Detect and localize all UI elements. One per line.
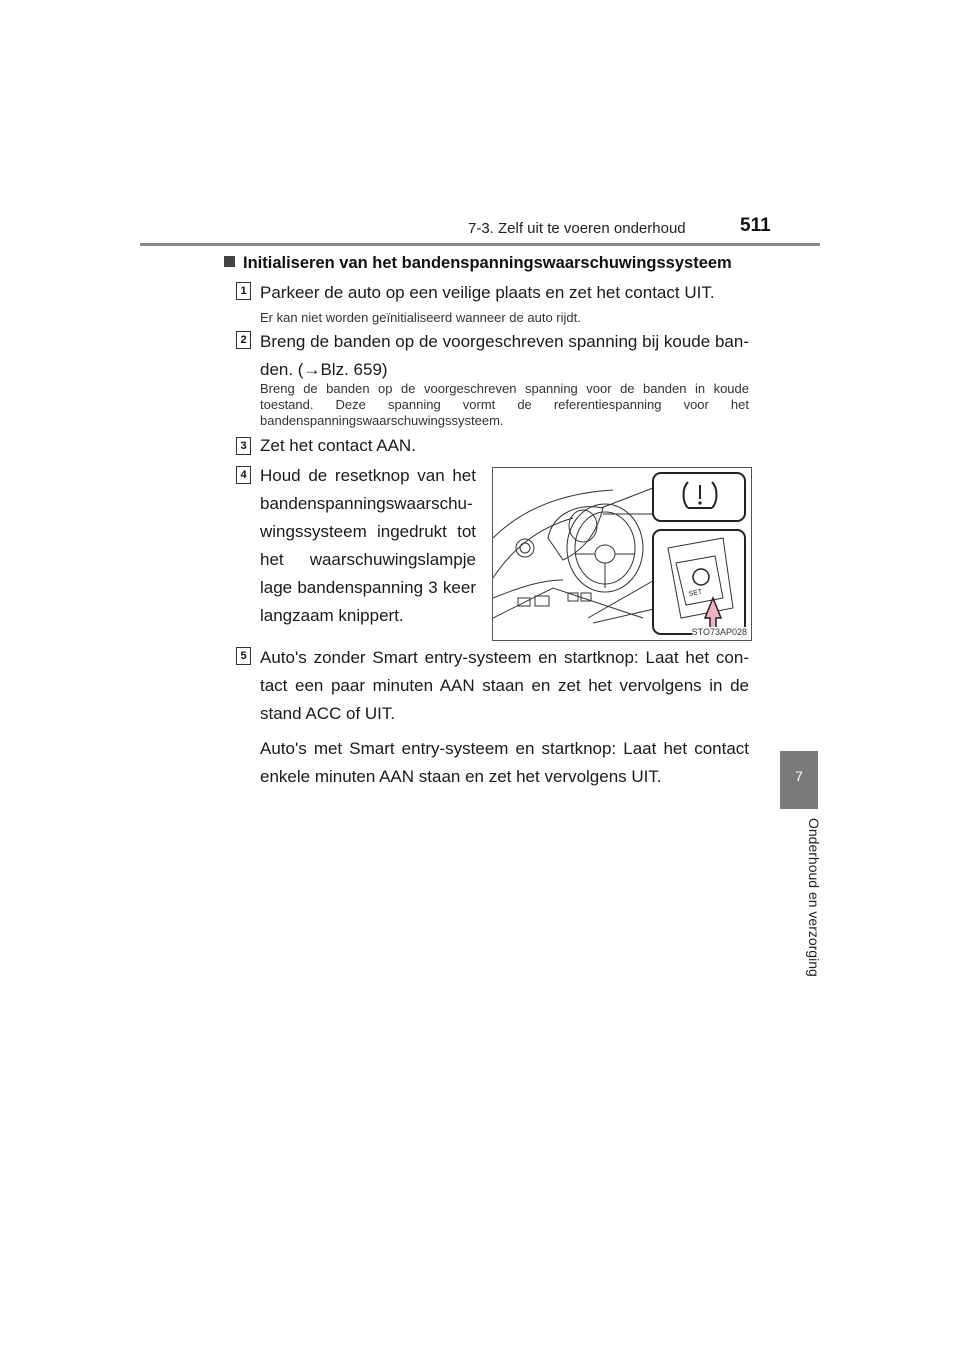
page-number: 511	[740, 215, 771, 236]
step-number: 2	[236, 331, 251, 349]
step-text-alt: Auto's met Smart entry-systeem en startknop: Laat het contact enkele minuten AAN staan en zet het vervolgens UIT.	[260, 739, 749, 786]
step-number: 3	[236, 437, 251, 455]
step-number: 5	[236, 647, 251, 665]
set-button-label: SET	[688, 588, 703, 598]
step-number: 1	[236, 282, 251, 300]
section-title: 7-3. Zelf uit te voeren onderhoud	[468, 220, 686, 237]
step-text: Auto's zonder Smart entry-systeem en startknop: Laat het con-tact een paar minuten AAN staan en zet het vervolgens in de stand ACC of UIT.	[260, 648, 749, 723]
step-text: Houd de resetknop van het bandenspanningswaarschu-wingssysteem ingedrukt tot het waarschuwingslampje lage bandenspanning 3 keer langzaam knippert.	[260, 466, 476, 625]
dashboard-drawing	[493, 468, 751, 640]
step-text: Breng de banden op de voorgeschreven spanning bij koude ban-den. (→Blz. 659)	[260, 332, 749, 379]
step-note: Breng de banden op de voorgeschreven spanning voor de banden in koude toestand. Deze spanning vormt de referentiespanning voor het bandenspanningswaarschuwingssysteem.	[260, 381, 749, 428]
step-text: Parkeer de auto op een veilige plaats en zet het contact UIT.	[260, 283, 715, 302]
step-text: Zet het contact AAN.	[260, 436, 416, 455]
step-note: Er kan niet worden geïnitialiseerd wanneer de auto rijdt.	[260, 310, 581, 325]
figure-code: STO73AP028	[691, 627, 747, 637]
section-heading-text: Initialiseren van het bandenspanningswaarschuwingssysteem	[243, 254, 732, 272]
chapter-number: 7	[795, 768, 803, 784]
dashboard-illustration	[492, 467, 752, 641]
section-heading	[224, 254, 732, 273]
header-divider	[140, 243, 820, 246]
chapter-title: Onderhoud en verzorging	[806, 818, 822, 977]
step-number: 4	[236, 466, 251, 484]
square-bullet-icon	[224, 256, 235, 267]
